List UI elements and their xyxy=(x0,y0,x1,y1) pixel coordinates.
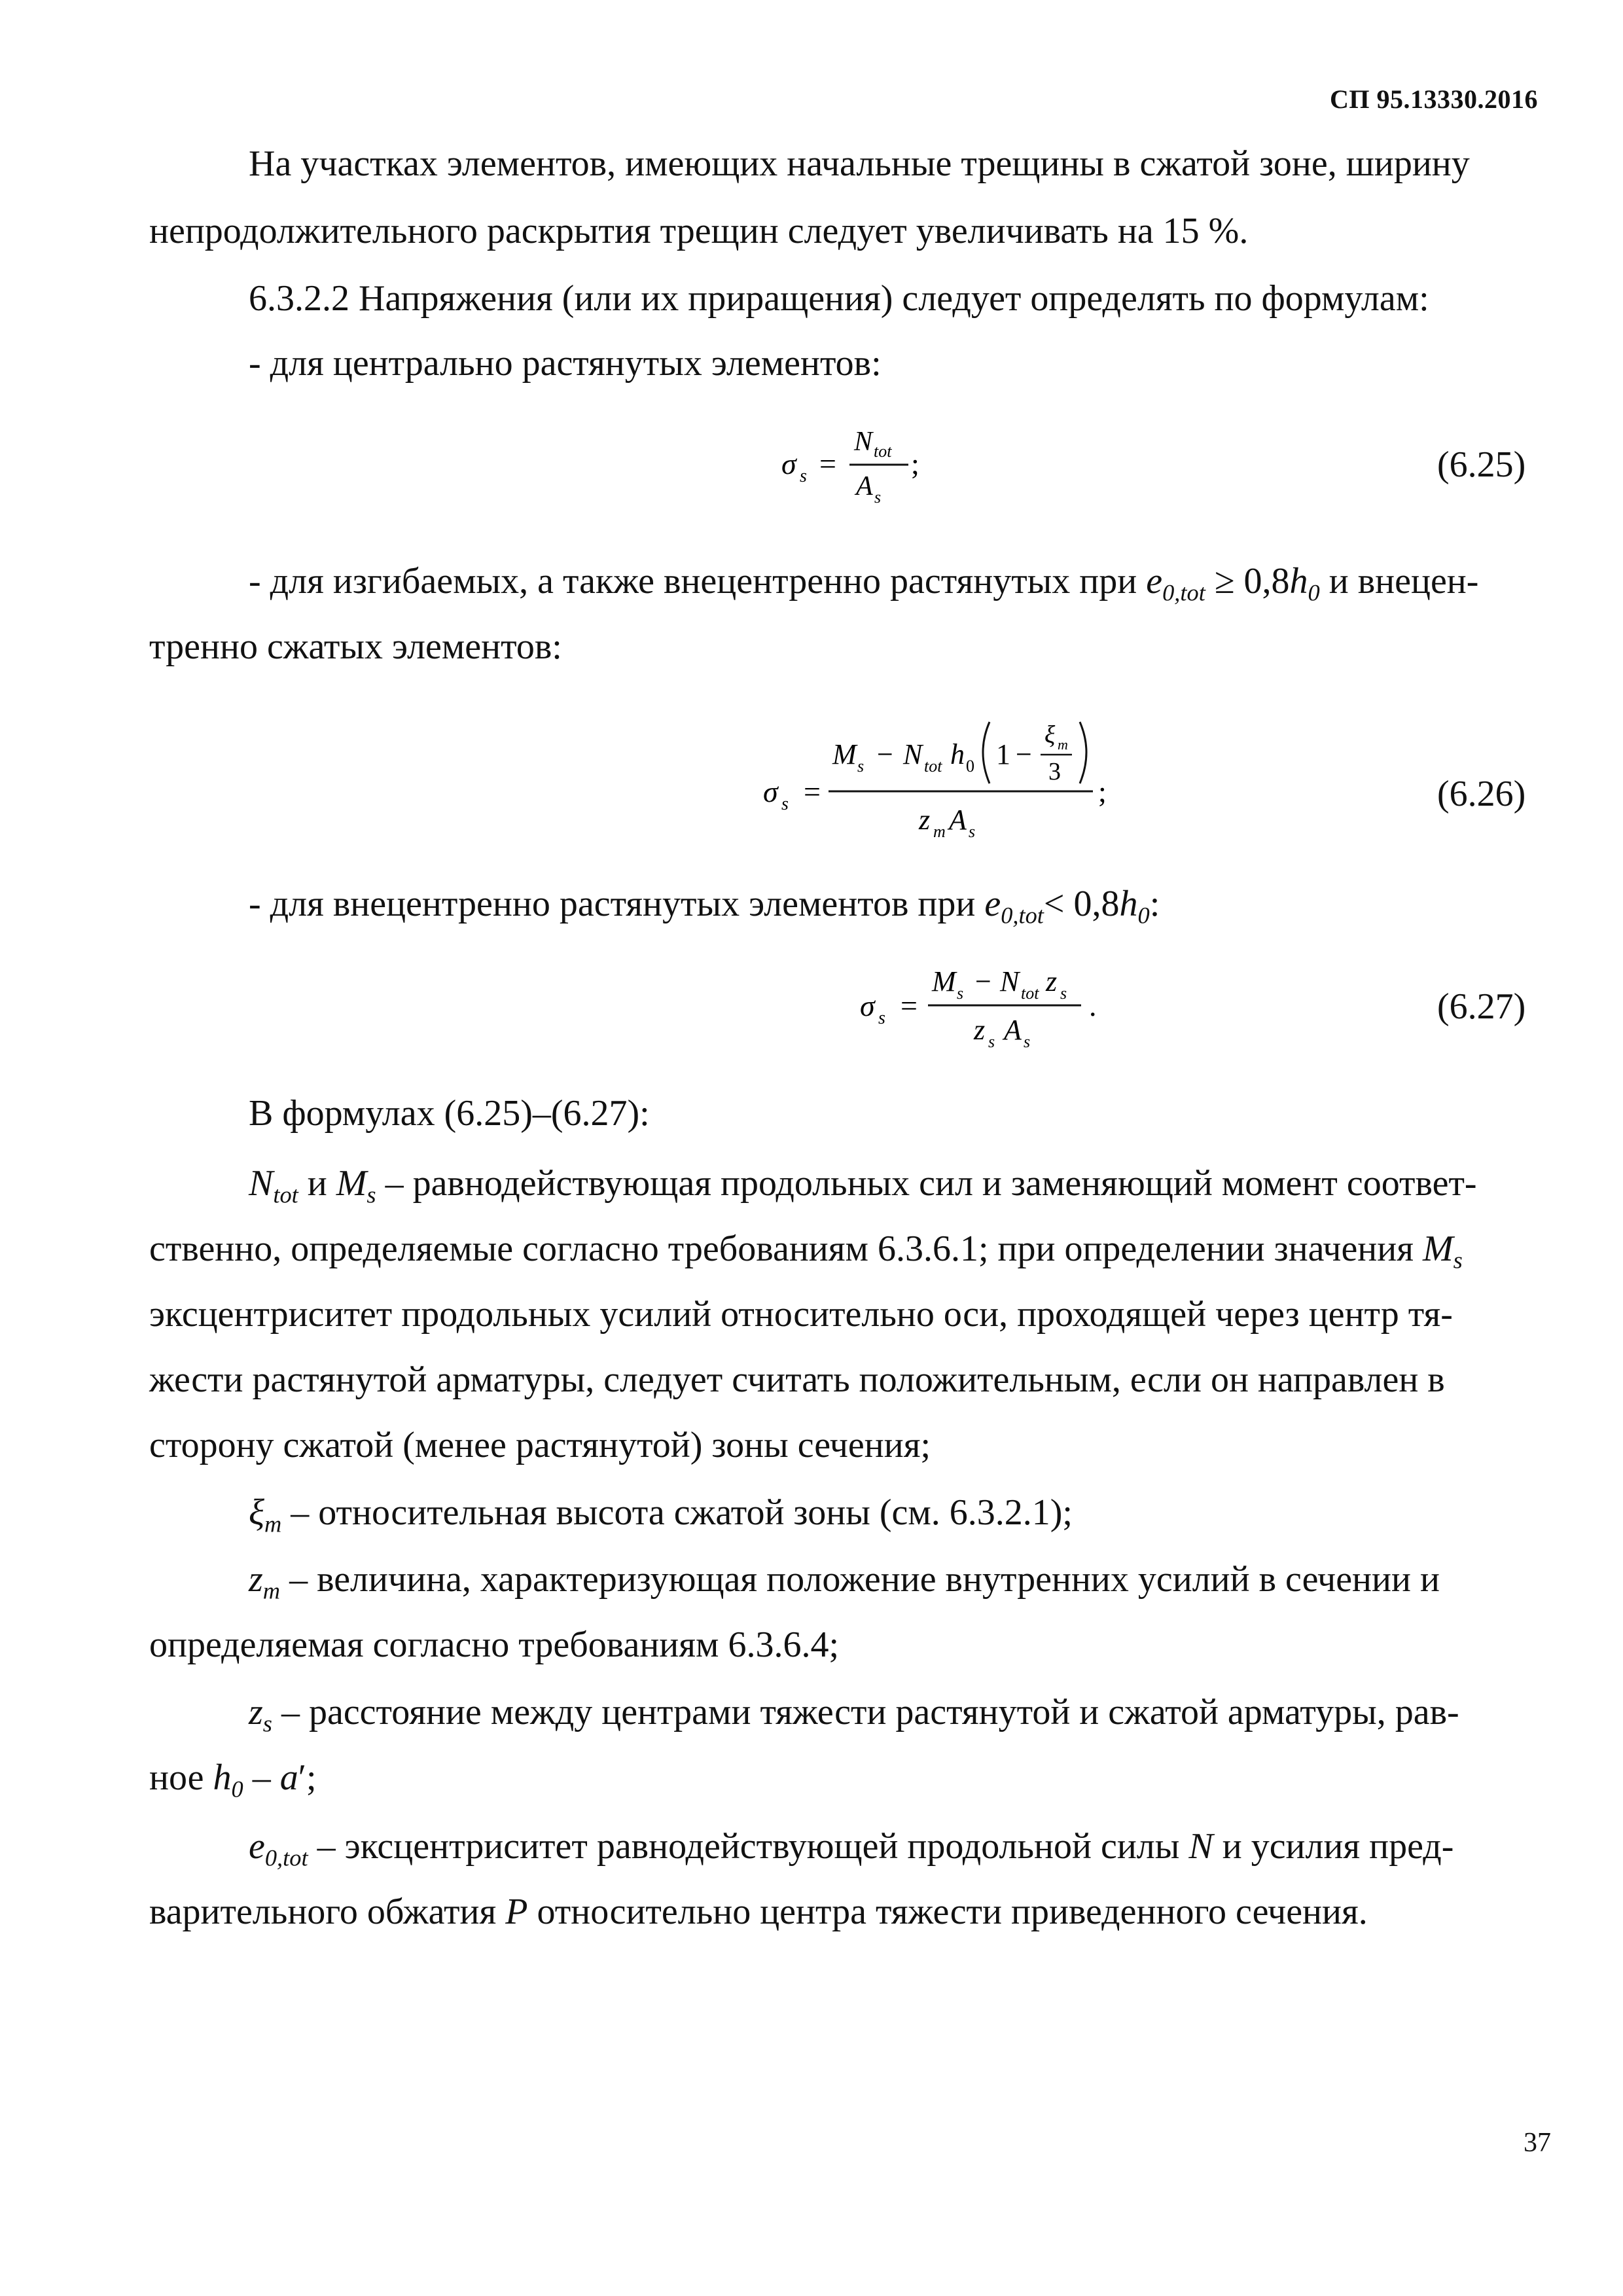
paragraph-1-line-2: непродолжительного раскрытия трещин следует увеличивать на 15 %. xyxy=(149,211,1249,251)
svg-text:=: = xyxy=(804,775,821,808)
svg-text:M: M xyxy=(932,965,956,997)
paragraph-1-line-1: На участках элементов, имеющих начальные трещины в сжатой зоне, ширину xyxy=(249,143,1470,184)
formula-label-6-26: (6.26) xyxy=(1437,774,1526,814)
svg-text:;: ; xyxy=(1098,775,1107,808)
definition-ntot-ms-line-3: эксцентриситет продольных усилий относительно оси, проходящей через центр тя- xyxy=(149,1294,1453,1335)
svg-text:σ: σ xyxy=(763,775,778,808)
svg-text:−: − xyxy=(975,965,991,997)
definition-xi-m: $\xi_m$ – относительная высота сжатой зоны (см. 6.3.2.1); xyxy=(249,1492,1073,1537)
formula-label-6-25: (6.25) xyxy=(1437,444,1526,485)
definition-ntot-ms-line-4: жести растянутой арматуры, следует считать положительным, если он направлен в xyxy=(149,1359,1445,1400)
f625-tail: ; xyxy=(911,447,919,480)
page-number: 37 xyxy=(1524,2128,1551,2158)
svg-text:s: s xyxy=(957,984,964,1003)
svg-text:tot: tot xyxy=(924,757,942,776)
svg-text:ξ: ξ xyxy=(1044,721,1056,749)
svg-text:m: m xyxy=(933,822,946,841)
f625-den-sub: s xyxy=(874,488,882,507)
paragraph-bending-line-2: тренно сжатых элементов: xyxy=(149,626,562,667)
svg-text:=: = xyxy=(901,989,918,1022)
paragraph-eccentric-tension: - для внецентренно растянутых элементов при $e_{0,tot}< 0,8h_0$: xyxy=(249,884,1160,929)
svg-text:z: z xyxy=(1046,965,1058,997)
svg-text:s: s xyxy=(878,1008,885,1028)
svg-text:s: s xyxy=(1060,984,1067,1003)
svg-text:m: m xyxy=(1058,736,1068,753)
definition-ntot-ms-line-2: ственно, определяемые согласно требованиям 6.3.6.1; при определении значения $M_s$ xyxy=(149,1229,1463,1274)
svg-text:A: A xyxy=(949,804,967,836)
definition-ntot-ms-line-5: сторону сжатой (менее растянутой) зоны сечения; xyxy=(149,1425,931,1465)
definition-e0tot-line-2: варительного обжатия P относительно центра тяжести приведенного сечения. xyxy=(149,1892,1368,1932)
definition-zs-line-1: $z_s$ – расстояние между центрами тяжести растянутой и сжатой арматуры, рав- xyxy=(249,1692,1459,1737)
svg-text:M: M xyxy=(832,738,857,770)
svg-text:h: h xyxy=(950,738,965,770)
paragraph-bending-line-1: - для изгибаемых, а также внецентренно растянутых при $e_{0,tot} \ge 0,8h_0$ и внецен- xyxy=(249,561,1479,606)
svg-text:tot: tot xyxy=(1021,984,1039,1003)
svg-text:3: 3 xyxy=(1048,758,1061,785)
f625-num-sub: tot xyxy=(874,442,892,461)
svg-text:1: 1 xyxy=(996,738,1010,770)
formula-6-25 xyxy=(772,419,942,517)
svg-text:z: z xyxy=(974,1014,986,1046)
definition-e0tot-line-1: $e_{0,tot}$ – эксцентриситет равнодействующей продольной силы N и усилия пред- xyxy=(249,1826,1454,1871)
formula-label-6-27: (6.27) xyxy=(1437,986,1526,1027)
f625-lhs: σ xyxy=(781,447,796,480)
svg-text:s: s xyxy=(1024,1032,1031,1051)
paragraph-central-tension: - для центрально растянутых элементов: xyxy=(249,343,882,384)
svg-text:s: s xyxy=(781,794,789,814)
svg-text:z: z xyxy=(919,804,931,836)
formula-6-27 xyxy=(851,956,1152,1060)
svg-text:s: s xyxy=(988,1032,995,1051)
paragraph-in-formulas: В формулах (6.25)–(6.27): xyxy=(249,1093,650,1134)
svg-text:s: s xyxy=(969,822,976,841)
svg-text:N: N xyxy=(903,738,923,770)
document-code-header: СП 95.13330.2016 xyxy=(1330,84,1538,114)
definition-zs-line-2: ное $h_0 - a'$; xyxy=(149,1757,317,1803)
definition-zm-line-2: определяемая согласно требованиям 6.3.6.4; xyxy=(149,1624,840,1665)
svg-text:−: − xyxy=(1016,738,1032,770)
svg-text:A: A xyxy=(1004,1014,1022,1046)
svg-text:0: 0 xyxy=(966,757,974,776)
definition-ntot-ms-line-1: $N_{tot}$ и $M_s$ – равнодействующая продольных сил и заменяющий момент соответ- xyxy=(249,1163,1477,1208)
svg-text:.: . xyxy=(1089,989,1097,1022)
f625-den: A xyxy=(856,471,873,501)
svg-text:−: − xyxy=(877,738,893,770)
definition-zm-line-1: $z_m$ – величина, характеризующая положение внутренних усилий в сечении и xyxy=(249,1559,1440,1604)
f625-eq: = xyxy=(819,447,836,480)
f625-num: N xyxy=(854,427,873,457)
paragraph-clause-6-3-2-2: 6.3.2.2 Напряжения (или их приращения) следует определять по формулам: xyxy=(249,278,1429,319)
svg-text:s: s xyxy=(857,757,865,776)
svg-text:N: N xyxy=(1000,965,1020,997)
svg-text:σ: σ xyxy=(860,989,875,1022)
formula-6-26 xyxy=(753,710,1158,854)
f625-lhs-sub: s xyxy=(800,466,807,486)
